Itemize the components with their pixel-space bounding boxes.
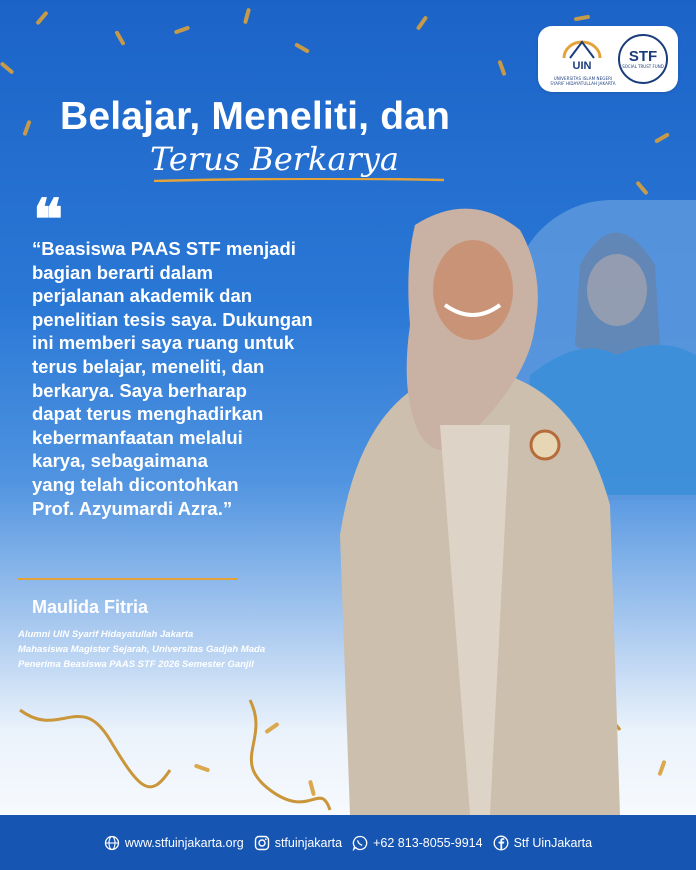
confetti-decoration	[416, 15, 428, 30]
partner-logos	[538, 26, 678, 92]
whatsapp-number[interactable]: +62 813-8055-9914	[373, 835, 483, 850]
confetti-decoration	[0, 61, 14, 74]
quote-line: terus belajar, meneliti, dan	[32, 355, 265, 377]
confetti-decoration	[35, 11, 48, 26]
confetti-decoration	[654, 132, 670, 143]
uin-logo-text: UIN	[572, 60, 592, 72]
instagram-handle[interactable]: stfuinjakarta	[274, 835, 343, 850]
whatsapp-icon	[352, 835, 368, 851]
quote-line: berkarya. Saya berharap	[32, 379, 247, 401]
quote-line: penelitian tesis saya. Dukungan	[32, 308, 313, 330]
confetti-decoration	[114, 30, 125, 46]
confetti-decoration	[574, 15, 590, 22]
quote-line: dapat terus menghadirkan	[32, 403, 264, 425]
instagram-icon	[254, 835, 270, 851]
divider	[18, 578, 238, 580]
footer-instagram[interactable]	[254, 835, 342, 851]
quote-line: “Beasiswa PAAS STF menjadi	[32, 238, 296, 259]
globe-icon	[104, 835, 120, 851]
person-info-line: Alumni UIN Syarif Hidayatullah Jakarta	[18, 629, 194, 640]
testimonial-quote	[32, 237, 362, 520]
confetti-decoration	[635, 181, 648, 196]
footer-facebook[interactable]	[493, 835, 593, 851]
student-portrait	[320, 205, 650, 815]
stf-logo	[618, 34, 668, 84]
person-info	[18, 627, 265, 672]
uin-logo-caption: UNIVERSITAS ISLAM NEGERI SYARIF HIDAYATULLAH JAKARTA	[550, 76, 616, 86]
confetti-decoration	[243, 8, 251, 24]
quote-line: kebermanfaatan melalui	[32, 426, 243, 448]
facebook-icon	[493, 835, 509, 851]
stf-logo-text: STF	[628, 48, 658, 65]
footer-contact-bar	[0, 815, 696, 870]
confetti-decoration	[294, 42, 310, 53]
uin-logo-icon	[560, 36, 604, 72]
stf-logo-caption: SOCIAL TRUST FUND	[622, 64, 664, 69]
quote-line: yang telah dicontohkan	[32, 473, 239, 495]
footer-whatsapp[interactable]	[352, 835, 482, 851]
title-line-1: Belajar, Meneliti, dan	[60, 95, 451, 138]
title-line-2: Terus Berkarya	[150, 140, 399, 178]
footer-website[interactable]	[104, 835, 244, 851]
quote-line: perjalanan akademik dan	[32, 285, 253, 307]
quote-line: Prof. Azyumardi Azra.”	[32, 497, 233, 519]
facebook-page[interactable]: Stf UinJakarta	[513, 835, 593, 850]
person-info-line: Mahasiswa Magister Sejarah, Universitas Gadjah Mada	[18, 644, 266, 655]
quote-line: karya, sebagaimana	[32, 450, 208, 472]
quote-mark-icon: ❝	[33, 187, 64, 253]
person-name: Maulida Fitria	[32, 597, 149, 617]
quote-line: bagian berarti dalam	[32, 261, 213, 283]
website-link[interactable]: www.stfuinjakarta.org	[124, 835, 244, 850]
confetti-decoration	[497, 60, 506, 76]
title-underline	[154, 178, 444, 182]
confetti-decoration	[174, 25, 190, 34]
confetti-decoration	[22, 120, 31, 136]
person-info-line: Penerima Beasiswa PAAS STF 2026 Semester Ganjil	[18, 659, 254, 670]
quote-line: ini memberi saya ruang untuk	[32, 332, 295, 354]
